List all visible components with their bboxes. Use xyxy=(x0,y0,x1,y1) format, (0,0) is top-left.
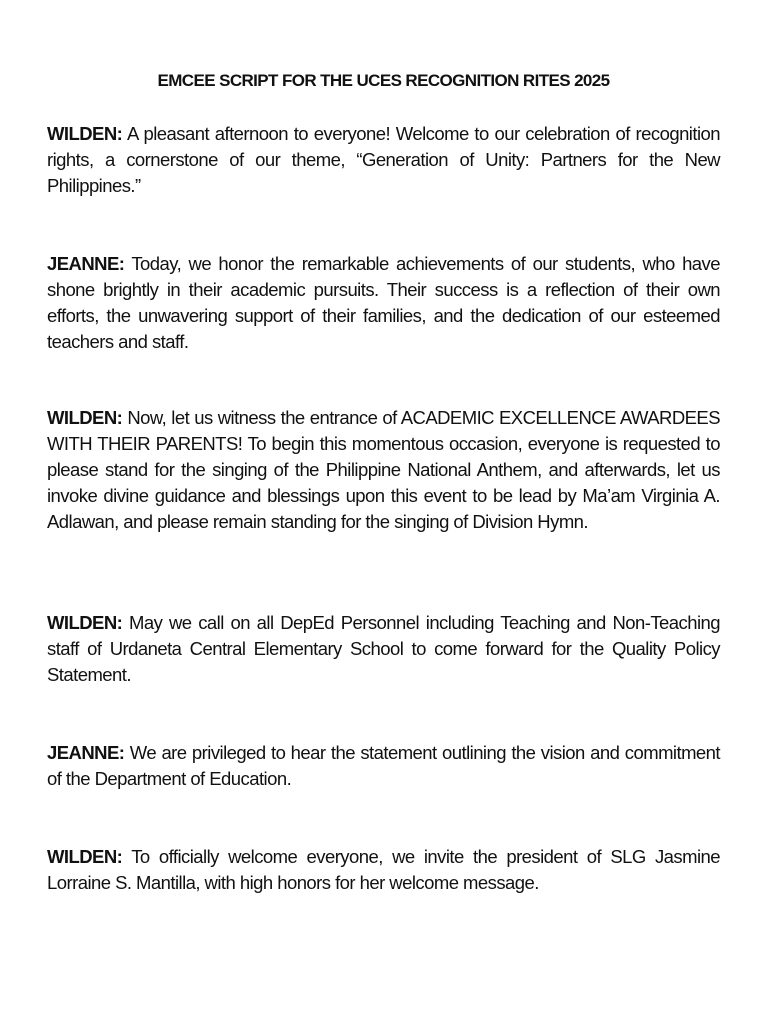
script-paragraph xyxy=(47,251,720,355)
script-paragraph xyxy=(47,121,720,199)
speaker-name: WILDEN: xyxy=(47,846,123,867)
script-paragraph xyxy=(47,405,720,535)
speaker-name: WILDEN: xyxy=(47,407,123,428)
document-title: EMCEE SCRIPT FOR THE UCES RECOGNITION RITES 2025 xyxy=(157,71,610,90)
paragraph-text: We are privileged to hear the statement outlining the vision and commitment of the Department of Education. xyxy=(47,742,721,789)
speaker-name: JEANNE: xyxy=(47,742,125,763)
script-paragraph xyxy=(47,610,720,688)
script-paragraph xyxy=(47,740,720,792)
speaker-name: WILDEN: xyxy=(47,612,123,633)
paragraph-text: Now, let us witness the entrance of ACADEMIC EXCELLENCE AWARDEES WITH THEIR PARENTS! To begin this momentous occasion, everyone is requested to please stand for the singing of the Philippine National Anthem, and afterwards, let us invoke divine guidance and blessings upon this event to be lead by Ma’am Virginia A. Adlawan, and please remain standing for the singing of Division Hymn. xyxy=(47,407,720,532)
paragraph-text: A pleasant afternoon to everyone! Welcome to our celebration of recognition rights, a cornerstone of our theme, “Generation of Unity: Partners for the New Philippines.” xyxy=(47,123,720,196)
script-paragraph xyxy=(47,844,720,896)
paragraph-text: May we call on all DepEd Personnel including Teaching and Non-Teaching staff of Urdaneta Central Elementary School to come forward for the Quality Policy Statement. xyxy=(47,612,720,685)
speaker-name: WILDEN: xyxy=(47,123,123,144)
paragraph-text: To officially welcome everyone, we invite the president of SLG Jasmine Lorraine S. Mantilla, with high honors for her welcome message. xyxy=(47,846,720,893)
paragraph-text: Today, we honor the remarkable achievements of our students, who have shone brightly in their academic pursuits. Their success is a reflection of their own efforts, the unwavering support of their families, and the dedication of our esteemed teachers and staff. xyxy=(47,253,720,352)
speaker-name: JEANNE: xyxy=(47,253,125,274)
